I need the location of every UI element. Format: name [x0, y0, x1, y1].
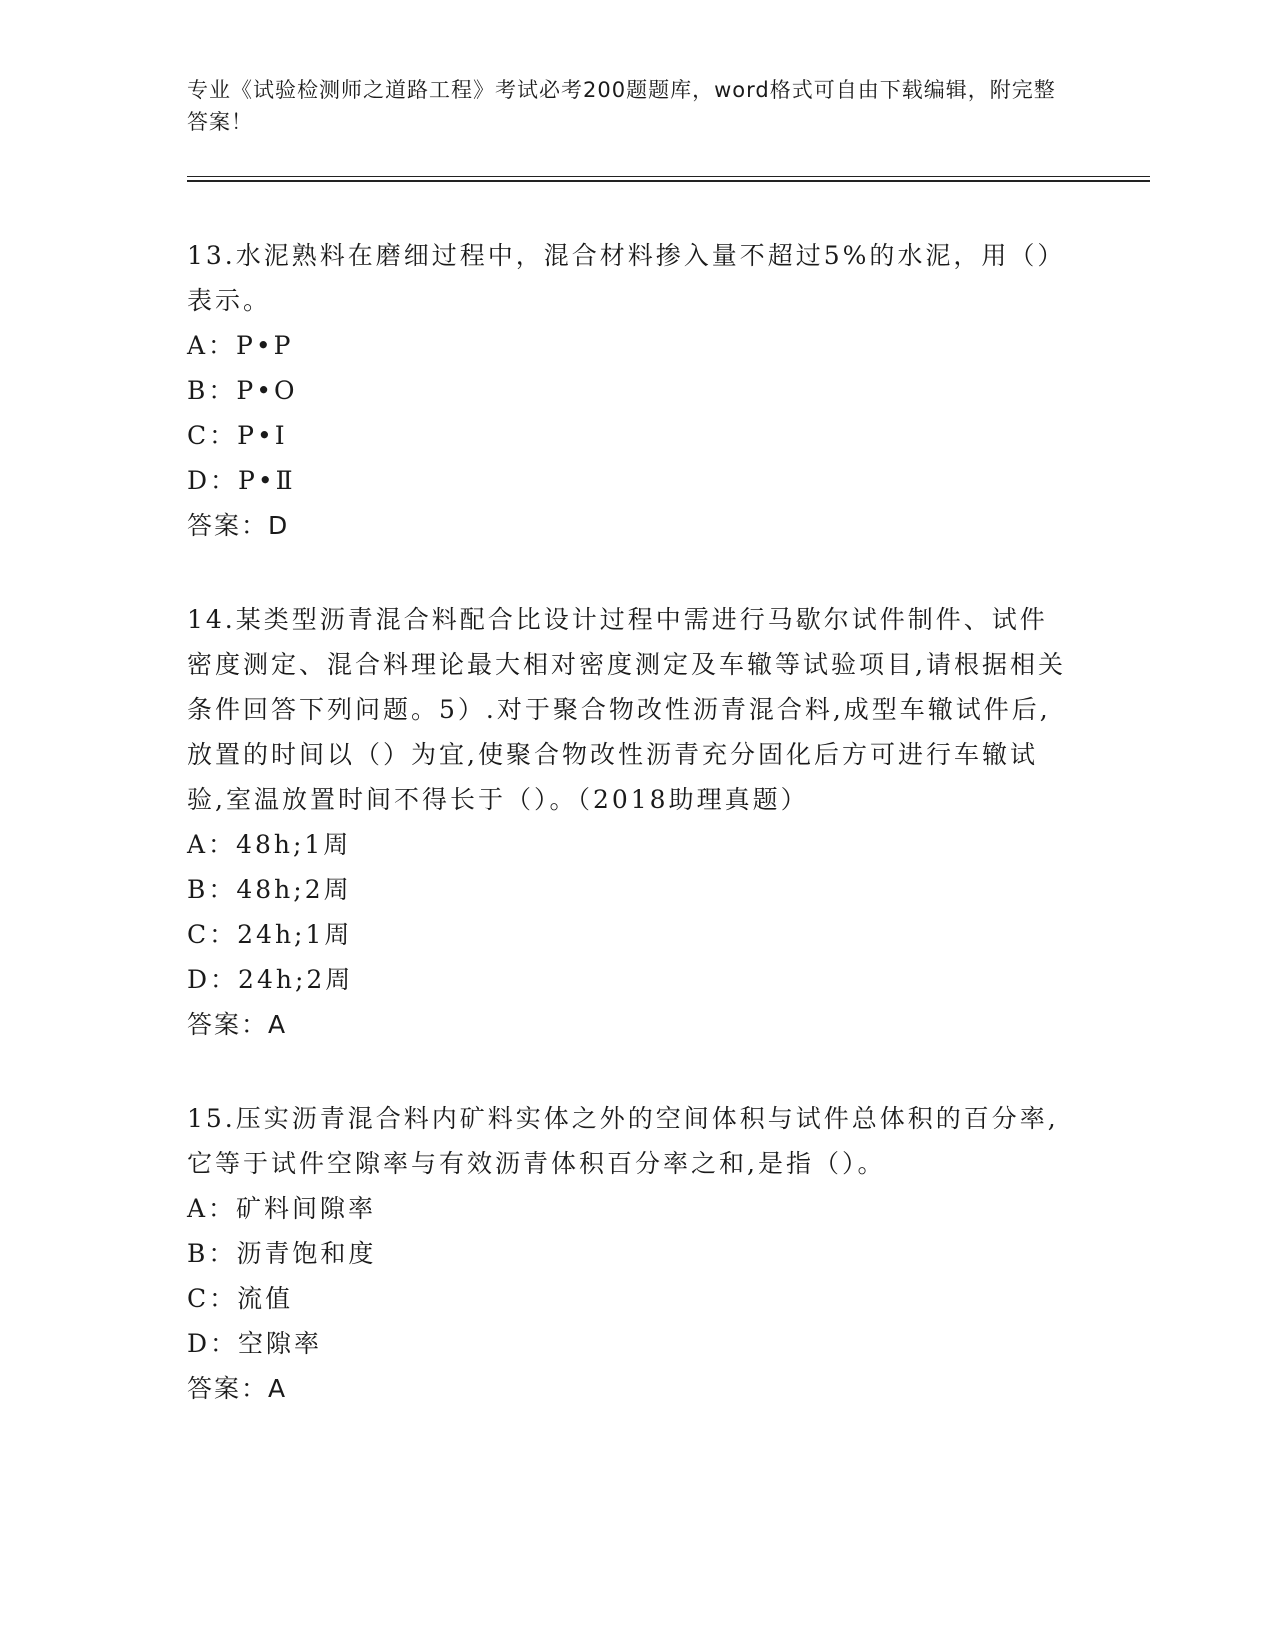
answer: 答案：A [187, 1010, 288, 1039]
header-divider-thin [187, 176, 1150, 177]
answer: 答案：A [187, 1374, 288, 1403]
question-13 [187, 233, 1072, 548]
answer: 答案：D [187, 511, 290, 540]
option-b: B：P•O [187, 376, 298, 405]
option-d: D：24h;2周 [187, 965, 354, 994]
header-divider-thick [187, 180, 1150, 182]
option-d: D：空隙率 [187, 1329, 323, 1358]
question-stem: 13.水泥熟料在磨细过程中，混合材料掺入量不超过5%的水泥，用（）表示。 [187, 241, 1066, 315]
option-b: B：沥青饱和度 [187, 1239, 377, 1268]
option-c: C：流值 [187, 1284, 294, 1313]
option-a: A：48h;1周 [187, 830, 352, 859]
option-b: B：48h;2周 [187, 875, 352, 904]
option-a: A：矿料间隙率 [187, 1194, 377, 1223]
option-d: D：P•Ⅱ [187, 466, 296, 495]
question-stem: 14.某类型沥青混合料配合比设计过程中需进行马歇尔试件制件、试件密度测定、混合料理论最大相对密度测定及车辙等试验项目,请根据相关条件回答下列问题。5）.对于聚合物改性沥青混合料,成型车辙试件后,放置的时间以（）为宜,使聚合物改性沥青充分固化后方可进行车辙试验,室温放置时间不得长于（）。（2018助理真题） [187, 605, 1066, 814]
question-15 [187, 1096, 1072, 1411]
option-c: C：24h;1周 [187, 920, 353, 949]
question-14 [187, 597, 1072, 1047]
question-stem: 15.压实沥青混合料内矿料实体之外的空间体积与试件总体积的百分率,它等于试件空隙率与有效沥青体积百分率之和,是指（）。 [187, 1104, 1059, 1178]
document-header: 专业《试验检测师之道路工程》考试必考200题题库，word格式可自由下载编辑，附完整答案！ [187, 78, 1056, 134]
option-a: A：P•P [187, 331, 294, 360]
option-c: C：P•Ⅰ [187, 421, 288, 450]
